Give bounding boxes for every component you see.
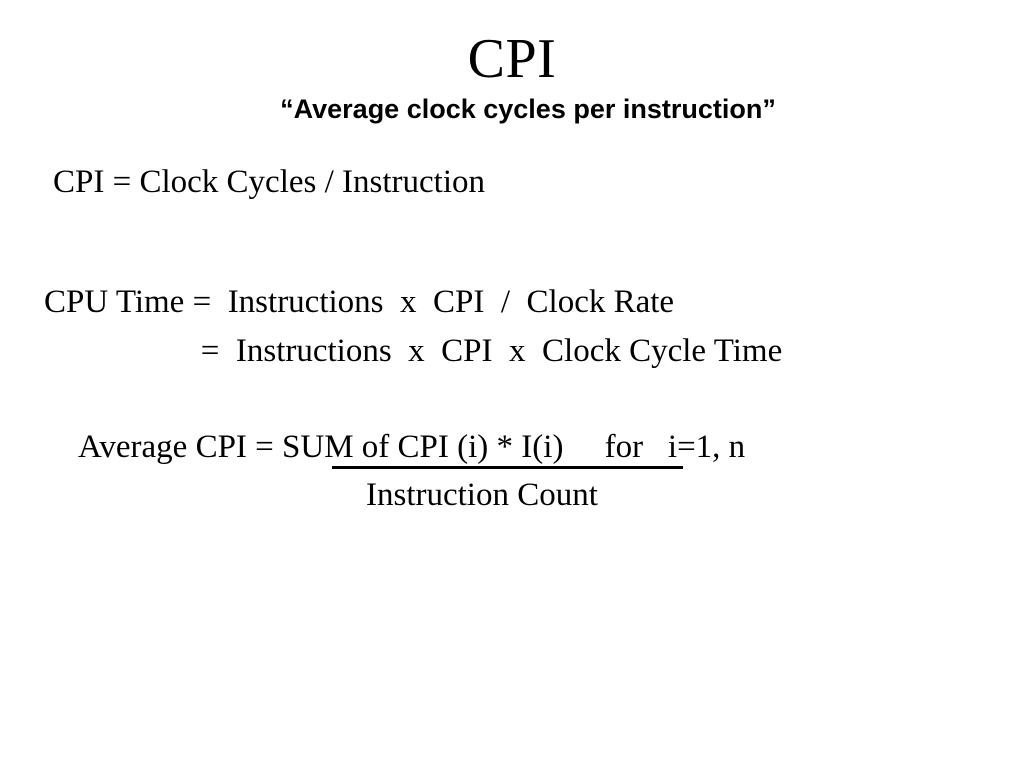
cpu-time-formula-line-1: CPU Time = Instructions x CPI / Clock Rate bbox=[44, 284, 675, 320]
cpi-definition: CPI = Clock Cycles / Instruction bbox=[53, 164, 485, 200]
slide-subtitle: “Average clock cycles per instruction” bbox=[280, 94, 776, 124]
fraction-bar bbox=[332, 466, 683, 469]
average-cpi-denominator: Instruction Count bbox=[366, 477, 598, 513]
average-cpi-numerator: Average CPI = SUM of CPI (i) * I(i) for i=1, n bbox=[78, 429, 746, 465]
slide-title: CPI bbox=[467, 28, 557, 90]
cpu-time-formula-line-2: = Instructions x CPI x Clock Cycle Time bbox=[44, 333, 783, 369]
